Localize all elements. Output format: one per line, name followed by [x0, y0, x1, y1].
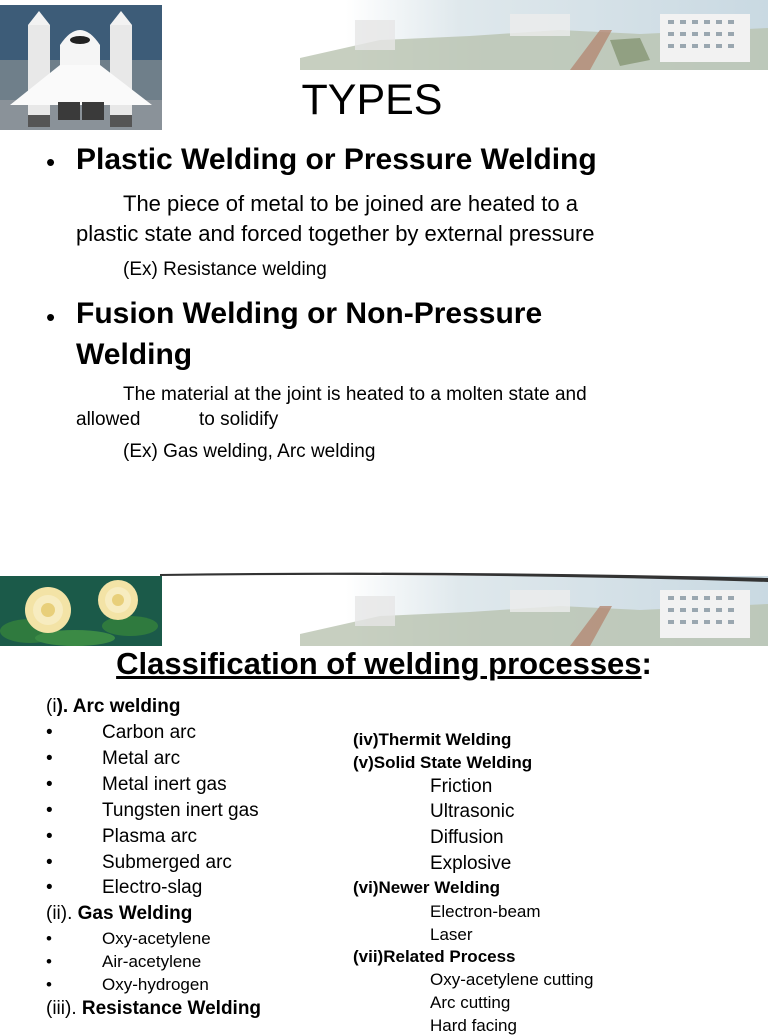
heading-text: Resistance Welding	[81, 998, 262, 1019]
slide-title-colon: :	[641, 646, 652, 681]
bullet-icon: •	[46, 929, 52, 948]
list-item: Plasma arc	[102, 826, 198, 847]
list-item: Metal arc	[102, 748, 181, 769]
heading-prefix: (iii).	[46, 998, 82, 1019]
list-item: Laser	[430, 925, 473, 944]
list-item: Hard facing	[430, 1016, 517, 1035]
slide-title-text: Classification of welding processes	[116, 646, 642, 681]
slide-title	[0, 646, 768, 682]
related-process-heading: (vii)Related Process	[353, 947, 516, 966]
section-desc-word: allowed	[76, 409, 141, 430]
bullet-icon: •	[46, 826, 53, 847]
bullet-icon: •	[46, 748, 53, 769]
newer-welding-heading: (vi)Newer Welding	[353, 878, 501, 897]
list-item: Electron-beam	[430, 902, 541, 921]
section-heading-plastic: Plastic Welding or Pressure Welding	[76, 143, 597, 176]
list-item: Oxy-acetylene	[102, 929, 211, 948]
arc-welding-heading	[46, 696, 180, 718]
list-item: Electro-slag	[102, 877, 203, 898]
heading-prefix: (i	[46, 696, 57, 717]
section-desc-word: to solidify	[199, 409, 279, 430]
gas-welding-heading	[46, 903, 192, 925]
resistance-welding-heading	[46, 998, 261, 1020]
bullet-icon: •	[46, 302, 56, 332]
section-example: (Ex) Gas welding, Arc welding	[123, 441, 376, 462]
list-item: Friction	[430, 776, 493, 797]
heading-text: ). Arc welding	[56, 696, 181, 717]
thermit-welding-heading: (iv)Thermit Welding	[353, 730, 512, 749]
bullet-icon: •	[46, 147, 56, 177]
solid-state-welding-heading: (v)Solid State Welding	[353, 753, 533, 772]
heading-text: Gas Welding	[77, 903, 193, 924]
heading-prefix: (ii).	[46, 903, 78, 924]
section-heading-fusion: Fusion Welding or Non-Pressure	[76, 297, 543, 330]
slide-title: TYPES	[301, 76, 443, 124]
list-item: Tungsten inert gas	[102, 800, 259, 821]
list-item: Ultrasonic	[430, 801, 515, 822]
slide-classification	[0, 576, 768, 1035]
bullet-icon: •	[46, 952, 52, 971]
bullet-icon: •	[46, 975, 52, 994]
bullet-icon: •	[46, 800, 53, 821]
list-item: Explosive	[430, 853, 512, 874]
list-item: Oxy-hydrogen	[102, 975, 209, 994]
bullet-icon: •	[46, 877, 53, 898]
list-item: Arc cutting	[430, 993, 511, 1012]
roses-image	[0, 576, 162, 646]
list-item: Carbon arc	[102, 722, 196, 743]
bullet-icon: •	[46, 722, 53, 743]
list-item: Submerged arc	[102, 852, 232, 873]
list-item: Diffusion	[430, 827, 504, 848]
section-heading-fusion-cont: Welding	[76, 338, 193, 371]
bullet-icon: •	[46, 852, 53, 873]
list-item: Air-acetylene	[102, 952, 202, 971]
section-desc-line: The piece of metal to be joined are heated to a	[123, 191, 578, 216]
list-item: Oxy-acetylene cutting	[430, 970, 594, 989]
section-desc-line: plastic state and forced together by external pressure	[76, 221, 595, 246]
section-example: (Ex) Resistance welding	[123, 259, 327, 280]
bullet-icon: •	[46, 774, 53, 795]
list-item: Metal inert gas	[102, 774, 227, 795]
section-desc-line: The material at the joint is heated to a molten state and	[123, 384, 587, 405]
